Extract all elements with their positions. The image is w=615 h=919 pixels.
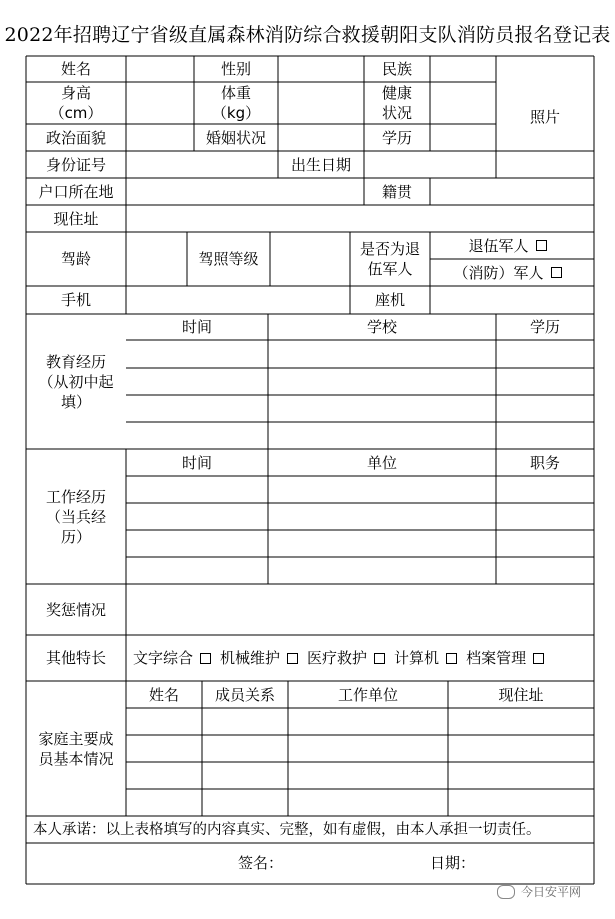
mobile-label: 手机	[60, 291, 91, 309]
landline-field[interactable]	[430, 286, 594, 314]
date-field[interactable]	[474, 848, 584, 878]
work-history-label: 工作经历 （当兵经 历）	[45, 487, 106, 546]
work-header-unit: 单位	[366, 453, 397, 472]
birth-date-field[interactable]	[364, 151, 496, 178]
awards-label: 奖惩情况	[45, 600, 106, 619]
veteran-option-fire[interactable]	[430, 259, 594, 286]
work-entry-rows[interactable]	[126, 476, 594, 584]
edu-header-school: 学校	[366, 318, 397, 336]
work-header-time: 时间	[181, 453, 212, 472]
skill-mechanical-label: 机械维护	[220, 649, 281, 667]
height-field[interactable]	[126, 82, 194, 124]
watermark	[497, 883, 581, 900]
birth-date-label: 出生日期	[290, 155, 351, 174]
skill-writing-label: 文字综合	[133, 649, 194, 667]
skill-computer-checkbox[interactable]	[446, 653, 457, 664]
family-header-name: 姓名	[148, 685, 179, 704]
license-class-field[interactable]	[270, 232, 350, 286]
hukou-field[interactable]	[126, 178, 364, 205]
address-label: 现住址	[53, 209, 99, 228]
family-header-relation: 成员关系	[214, 685, 275, 704]
signature-label: 签名：	[238, 854, 284, 872]
name-label: 姓名	[60, 60, 91, 78]
edu-history-label: 教育经历 （从初中起 填）	[38, 352, 114, 411]
wechat-icon	[497, 885, 515, 899]
signature-field[interactable]	[290, 848, 420, 878]
skill-writing-checkbox[interactable]	[200, 653, 211, 664]
native-place-field[interactable]	[430, 178, 594, 205]
family-header-residence: 现住址	[498, 685, 544, 704]
politics-label: 政治面貌	[45, 128, 106, 147]
driving-years-field[interactable]	[126, 232, 187, 286]
veteran-retired-checkbox[interactable]	[536, 240, 547, 251]
skill-medical-label: 医疗救护	[307, 649, 368, 667]
height-label: 身高 （cm）	[49, 84, 103, 122]
gender-field[interactable]	[278, 56, 364, 82]
weight-field[interactable]	[278, 82, 364, 124]
edu-header-time: 时间	[181, 318, 212, 336]
work-header-post: 职务	[529, 453, 560, 472]
edu-entry-rows[interactable]	[126, 340, 594, 449]
form-title: 2022年招聘辽宁省级直属森林消防综合救援朝阳支队消防员报名登记表	[4, 24, 611, 46]
veteran-option-retired-label: 退伍军人	[468, 236, 529, 255]
skills-options	[133, 635, 594, 681]
skill-archive-checkbox[interactable]	[533, 653, 544, 664]
awards-field[interactable]	[126, 584, 594, 635]
skill-computer-label: 计算机	[394, 649, 440, 667]
family-entry-rows[interactable]	[126, 708, 594, 816]
family-header-employer: 工作单位	[337, 685, 398, 704]
health-field[interactable]	[430, 82, 496, 124]
address-field[interactable]	[126, 205, 594, 232]
mobile-field[interactable]	[126, 286, 350, 314]
family-label: 家庭主要成 员基本情况	[38, 729, 114, 768]
veteran-question-label: 是否为退 伍军人	[359, 240, 420, 278]
marital-label: 婚姻状况	[205, 128, 266, 147]
skill-medical-checkbox[interactable]	[374, 653, 385, 664]
landline-label: 座机	[374, 291, 405, 309]
photo-box[interactable]: 照片	[529, 108, 560, 126]
watermark-text: 今日安平网	[521, 885, 582, 899]
politics-field[interactable]	[126, 124, 194, 151]
hukou-label: 户口所在地	[38, 182, 114, 201]
education-field[interactable]	[430, 124, 496, 151]
date-label: 日期：	[430, 854, 476, 872]
health-label: 健康 状况	[381, 84, 412, 122]
skill-archive-label: 档案管理	[466, 649, 527, 667]
marital-field[interactable]	[278, 124, 364, 151]
veteran-fire-checkbox[interactable]	[551, 267, 562, 278]
education-label: 学历	[381, 128, 412, 147]
edu-header-degree: 学历	[529, 318, 560, 336]
weight-label: 体重 （kg）	[211, 84, 261, 122]
id-number-field[interactable]	[126, 151, 278, 178]
gender-label: 性别	[220, 60, 251, 78]
veteran-option-retired[interactable]	[430, 232, 594, 259]
ethnicity-label: 民族	[381, 60, 412, 78]
ethnicity-field[interactable]	[430, 56, 496, 82]
native-place-label: 籍贯	[381, 182, 412, 201]
id-number-label: 身份证号	[45, 155, 106, 174]
veteran-option-fire-label: （消防）军人	[453, 263, 544, 282]
driving-years-label: 驾龄	[60, 250, 91, 268]
pledge-text: 本人承诺：以上表格填写的内容真实、完整，如有虚假，由本人承担一切责任。	[33, 821, 541, 838]
name-field[interactable]	[126, 56, 194, 82]
license-class-label: 驾照等级	[198, 250, 259, 268]
skills-label: 其他特长	[45, 649, 106, 667]
skill-mechanical-checkbox[interactable]	[287, 653, 298, 664]
